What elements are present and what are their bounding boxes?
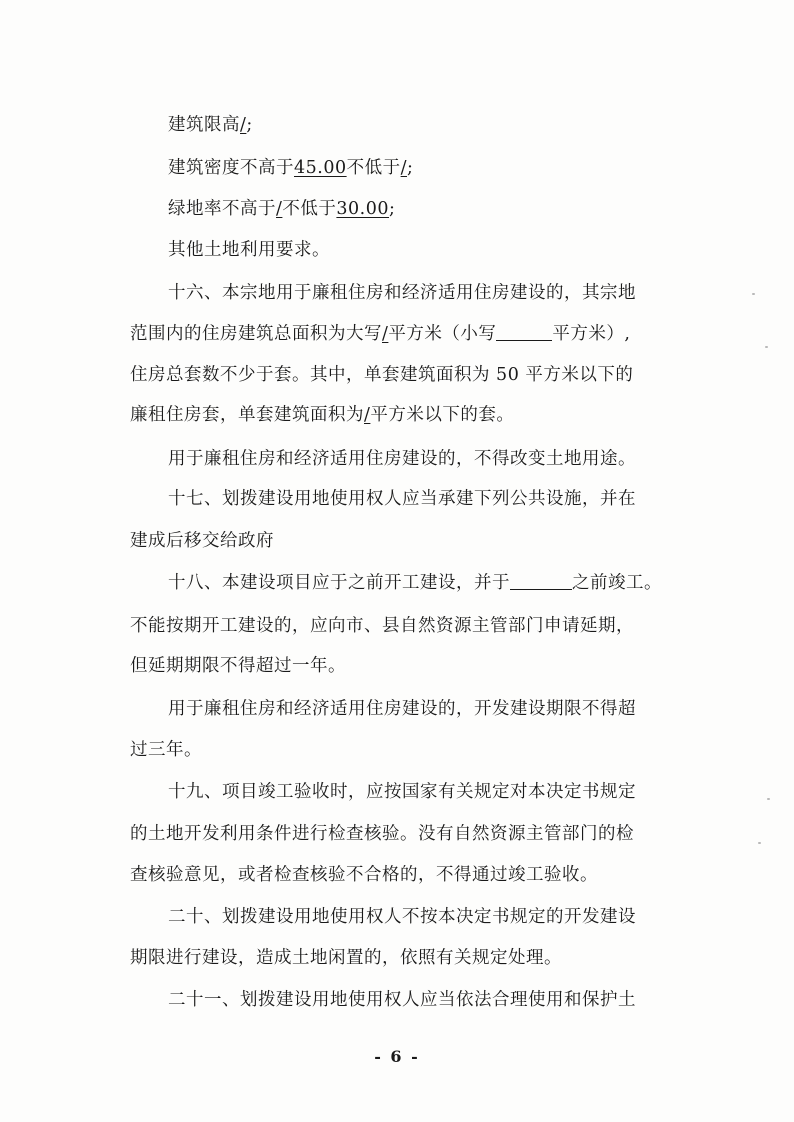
clause-16-line-2 (130, 322, 630, 346)
total-area-label: 范围内的住房建筑总面积为大写 (130, 324, 382, 344)
green-ratio-max-value: / (276, 199, 283, 219)
scan-speck (765, 346, 768, 348)
height-value: / (240, 115, 247, 135)
clause-19-line-3: 查核验意见，或者检查核验不合格的，不得通过竣工验收。 (130, 865, 598, 885)
area-lowercase-blank (496, 322, 552, 341)
density-min-label: 不低于 (346, 158, 401, 178)
green-ratio-label: 绿地率不高于 (168, 199, 276, 219)
clause-20-line-2: 期限进行建设，造成土地闲置的，依照有关规定处理。 (130, 948, 562, 968)
start-date-label: 十八、本建设项目应于之前开工建设，并于 (168, 573, 510, 593)
clause-17-line-2: 建成后移交给政府 (130, 531, 274, 551)
clause-16-line-4 (130, 403, 514, 427)
green-ratio (168, 197, 395, 221)
clause-20-line-1: 二十、划拨建设用地使用权人不按本决定书规定的开发建设 (168, 907, 636, 927)
punctuation: ; (407, 158, 414, 178)
page-number: - 6 - (374, 1047, 420, 1066)
clause-16-line-1: 十六、本宗地用于廉租住房和经济适用住房建设的，其宗地 (168, 283, 636, 303)
punctuation: ; (246, 115, 253, 135)
density-min-value: / (400, 158, 408, 178)
completion-date-blank (510, 571, 572, 590)
scan-speck (752, 293, 755, 295)
unit-area-label: 廉租住房套，单套建筑面积为 (130, 405, 364, 425)
unit-area-unit: 平方米以下的套。 (370, 405, 515, 425)
clause-21-line-1: 二十一、划拨建设用地使用权人应当依法合理使用和保护土 (168, 990, 636, 1010)
total-area-uppercase-value: / (382, 324, 389, 344)
clause-16-line-3: 住房总套数不少于套。其中，单套建筑面积为 50 平方米以下的 (130, 365, 634, 385)
clause-18-line-3: 但延期期限不得超过一年。 (130, 656, 346, 676)
clause-19-line-2: 的土地开发利用条件进行检查核验。没有自然资源主管部门的检 (130, 824, 634, 844)
density-max-value: 45.00 (294, 158, 347, 178)
no-change-of-use: 用于廉租住房和经济适用住房建设的，不得改变土地用途。 (168, 449, 636, 469)
clause-18-line-1 (168, 571, 662, 595)
scan-speck (758, 842, 761, 844)
building-height-limit (168, 113, 253, 137)
area-lowercase-label: 平方米（小写 (388, 324, 497, 344)
density-label: 建筑密度不高于 (168, 158, 294, 178)
clause-19-line-1: 十九、项目竣工验收时，应按国家有关规定对本决定书规定 (168, 782, 636, 802)
green-ratio-min-label: 不低于 (282, 199, 337, 219)
height-label: 建筑限高 (168, 115, 240, 135)
clause-18-line-2: 不能按期开工建设的，应向市、县自然资源主管部门申请延期， (130, 616, 634, 636)
building-density (168, 156, 413, 180)
scan-speck (767, 798, 770, 800)
development-period-line-1: 用于廉租住房和经济适用住房建设的，开发建设期限不得超 (168, 699, 636, 719)
area-unit: 平方米）, (552, 324, 631, 344)
development-period-line-2: 过三年。 (130, 740, 202, 760)
completion-label: 之前竣工。 (572, 573, 662, 593)
clause-17-line-1: 十七、划拨建设用地使用权人应当承建下列公共设施，并在 (168, 489, 636, 509)
other-land-use-requirements: 其他土地利用要求。 (168, 240, 330, 260)
green-ratio-min-value: 30.00 (336, 199, 390, 219)
punctuation: ; (389, 199, 396, 219)
unit-area-value: / (364, 405, 371, 425)
